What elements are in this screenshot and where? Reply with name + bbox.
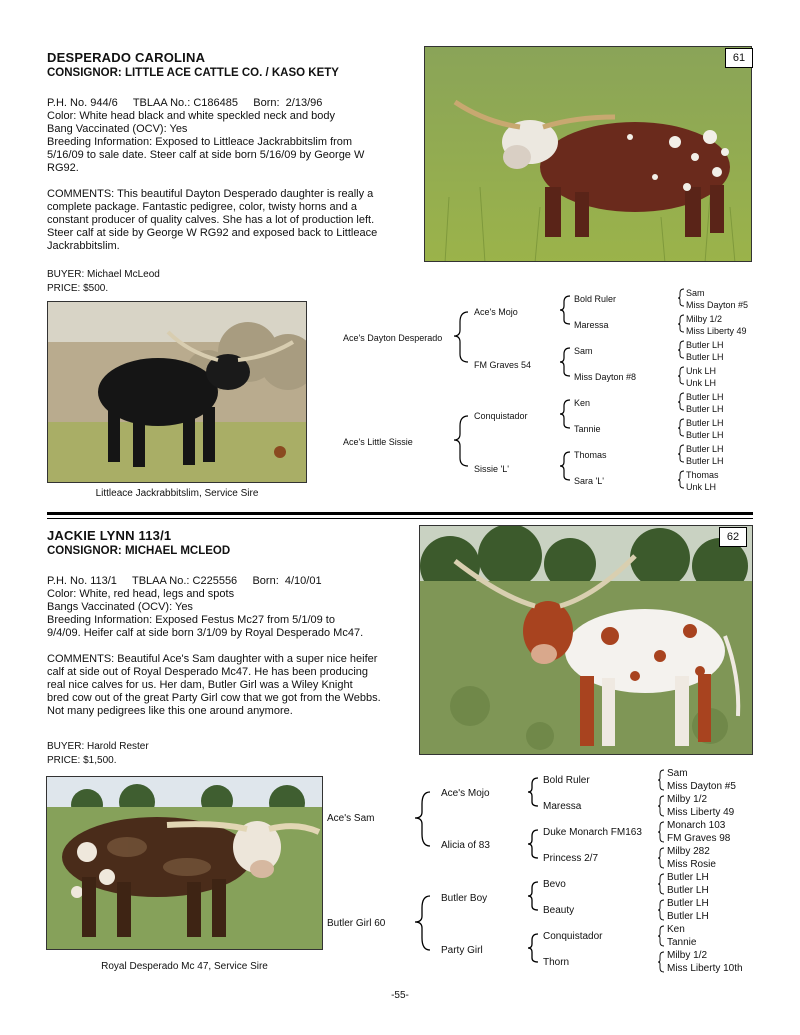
lot61-ped-gen4-4: Butler LH	[686, 340, 724, 350]
lot62-comments-5: Not many pedigrees like this one around anymore.	[47, 705, 293, 717]
lot62-comments-4: bred cow out of the great Party Girl cow that we got from the Webbs.	[47, 692, 381, 704]
lot61-ped-gen4-7: Unk LH	[686, 378, 717, 388]
lot61-ped-gen4-1: Miss Dayton #5	[686, 300, 749, 310]
lot62-ped-gen4-6: Milby 282	[667, 846, 710, 857]
lot62-ph-line: P.H. No. 113/1 TBLAA No.: C225556 Born: 4/10/01	[47, 575, 322, 587]
lot62-ped-gen3-4: Bevo	[543, 879, 566, 890]
lot62-ped-gen4-4: Monarch 103	[667, 820, 726, 831]
lot61-ped-gen4-2: Milby 1/2	[686, 314, 723, 324]
lot61-bang: Bang Vaccinated (OCV): Yes	[47, 123, 188, 135]
lot62-details	[47, 575, 417, 718]
lot62-ped-gen4-3: Miss Liberty 49	[667, 807, 735, 818]
lot61-sire-photo	[47, 301, 307, 483]
lot62-breeding-2: 9/4/09. Heifer calf at side born 3/1/09 by Royal Desperado Mc47.	[47, 627, 364, 639]
lot62-sire-caption: Royal Desperado Mc 47, Service Sire	[101, 961, 268, 972]
lot61-ped-gen3-3: Miss Dayton #8	[574, 372, 637, 382]
lot62-ped-gen4-7: Miss Rosie	[667, 859, 716, 870]
lot61-breeding-1: Breeding Information: Exposed to Littleace Jackrabbitslim from	[47, 136, 353, 148]
lot62-ped-gen2-2: Butler Boy	[441, 893, 488, 904]
lot61-cow-photo	[424, 46, 752, 262]
lot62-ped-gen3-1: Maressa	[543, 801, 582, 812]
lot61-ped-gen4-10: Butler LH	[686, 418, 724, 428]
lot61-comments-3: constant producer of quality calves. She has a lot of production left.	[47, 214, 375, 226]
lot62-ped-gen4-5: FM Graves 98	[667, 833, 731, 844]
lot61-ped-gen3-0: Bold Ruler	[574, 294, 617, 304]
lot61-ped-gen4-12: Butler LH	[686, 444, 724, 454]
lot62-cow-photo	[419, 525, 753, 755]
lot61-sire-caption: Littleace Jackrabbitslim, Service Sire	[95, 488, 259, 499]
lot62-ped-gen2-3: Party Girl	[441, 945, 483, 956]
lot61-ped-gen3-4: Ken	[574, 398, 591, 408]
lot62-comments-3: real nice calves for us. Her dam, Butler Girl was a Wiley Knight	[47, 679, 353, 691]
lot62-name: JACKIE LYNN 113/1	[47, 528, 172, 543]
lot61-ped-gen4-6: Unk LH	[686, 366, 717, 376]
lot61-comments-4: Steer calf at side by George W RG92 and exposed back to Littleace	[47, 227, 378, 239]
lot61-ped-gen3-6: Thomas	[574, 450, 607, 460]
lot61-number-badge: 61	[725, 48, 753, 68]
lot61-name: DESPERADO CAROLINA	[47, 50, 206, 65]
lot61-ped-gen4-3: Miss Liberty 49	[686, 326, 747, 336]
lot62-ped-gen4-12: Ken	[667, 924, 685, 935]
lot61-price: PRICE: $500.	[47, 283, 109, 294]
lot62-ped-gen4-15: Miss Liberty 10th	[667, 963, 743, 974]
lot62-color: Color: White, red head, legs and spots	[47, 588, 235, 600]
lot62-ped-gen4-14: Milby 1/2	[667, 950, 708, 961]
lot61-ped-gen4-14: Thomas	[686, 470, 719, 480]
lot62-ped-gen4-8: Butler LH	[667, 872, 709, 883]
lot61-buyer: BUYER: Michael McLeod	[47, 269, 160, 280]
lot62-ped-gen4-9: Butler LH	[667, 885, 709, 896]
lot62-buyer: BUYER: Harold Rester	[47, 741, 149, 752]
lot61-ped-dam: Ace's Little Sissie	[343, 437, 413, 447]
lot61-ped-gen4-5: Butler LH	[686, 352, 724, 362]
lot61-pedigree-braces	[440, 280, 700, 500]
lot61-ped-gen4-9: Butler LH	[686, 404, 724, 414]
lot61-consignor: CONSIGNOR: LITTLE ACE CATTLE CO. / KASO KETY	[47, 67, 339, 79]
lot61-ped-gen4-13: Butler LH	[686, 456, 724, 466]
lot62-ped-gen3-3: Princess 2/7	[543, 853, 599, 864]
lot62-ped-sire: Ace's Sam	[327, 813, 375, 824]
lot61-ph-line: P.H. No. 944/6 TBLAA No.: C186485 Born: 2/13/96	[47, 97, 323, 109]
lot62-ped-gen3-5: Beauty	[543, 905, 575, 916]
lot62-ped-gen4-10: Butler LH	[667, 898, 709, 909]
lot62-comments-1: COMMENTS: Beautiful Ace's Sam daughter with a super nice heifer	[47, 653, 378, 665]
lot62-ped-gen2-1: Alicia of 83	[441, 840, 490, 851]
lot62-ped-gen3-2: Duke Monarch FM163	[543, 827, 642, 838]
lot61-ped-gen3-2: Sam	[574, 346, 593, 356]
lot62-ped-gen4-0: Sam	[667, 768, 688, 779]
lot61-ped-sire: Ace's Dayton Desperado	[343, 333, 443, 343]
lot61-ped-gen3-5: Tannie	[574, 424, 601, 434]
lot61-comments-5: Jackrabbitslim.	[47, 240, 120, 252]
lot62-bang: Bangs Vaccinated (OCV): Yes	[47, 601, 193, 613]
lot62-ped-gen4-11: Butler LH	[667, 911, 709, 922]
lot61-ped-gen2-1: FM Graves 54	[474, 360, 532, 370]
lot62-ped-gen4-2: Milby 1/2	[667, 794, 708, 805]
lot62-breeding-1: Breeding Information: Exposed Festus Mc27 from 5/1/09 to	[47, 614, 335, 626]
page-number: -55-	[391, 990, 409, 1001]
lot62-ped-gen2-0: Ace's Mojo	[441, 788, 490, 799]
lot62-price: PRICE: $1,500.	[47, 755, 117, 766]
lot62-ped-gen3-7: Thorn	[543, 957, 570, 968]
lot62-consignor: CONSIGNOR: MICHAEL MCLEOD	[47, 545, 231, 557]
lot61-ped-gen3-1: Maressa	[574, 320, 609, 330]
lot62-pedigree-braces	[400, 762, 670, 984]
section-divider-thick	[47, 512, 753, 515]
lot61-color: Color: White head black and white speckled neck and body	[47, 110, 336, 122]
lot61-ped-gen2-3: Sissie 'L'	[474, 464, 509, 474]
lot61-ped-gen4-15: Unk LH	[686, 482, 717, 492]
lot61-ped-gen4-0: Sam	[686, 288, 705, 298]
lot61-ped-gen4-11: Butler LH	[686, 430, 724, 440]
lot62-ped-dam: Butler Girl 60	[327, 918, 386, 929]
lot61-comments-1: COMMENTS: This beautiful Dayton Desperado daughter is really a	[47, 188, 374, 200]
lot62-ped-gen4-13: Tannie	[667, 937, 697, 948]
lot62-sire-photo	[46, 776, 323, 950]
lot62-ped-gen3-6: Conquistador	[543, 931, 603, 942]
lot61-ped-gen2-0: Ace's Mojo	[474, 307, 518, 317]
lot61-ped-gen4-8: Butler LH	[686, 392, 724, 402]
lot61-details	[47, 97, 417, 253]
lot62-number-badge: 62	[719, 527, 747, 547]
lot62-comments-2: calf at side out of Royal Desperado Mc47. He has been producing	[47, 666, 369, 678]
section-divider-thin	[47, 518, 753, 519]
lot61-breeding-2: 5/16/09 to sale date. Steer calf at side born 5/16/09 by George W	[47, 149, 365, 161]
lot62-ped-gen3-0: Bold Ruler	[543, 775, 590, 786]
lot61-breeding-3: RG92.	[47, 162, 79, 174]
lot61-comments-2: complete package. Fantastic pedigree, color, twisty horns and a	[47, 201, 358, 213]
lot61-ped-gen3-7: Sara 'L'	[574, 476, 604, 486]
lot61-ped-gen2-2: Conquistador	[474, 411, 528, 421]
lot62-ped-gen4-1: Miss Dayton #5	[667, 781, 736, 792]
